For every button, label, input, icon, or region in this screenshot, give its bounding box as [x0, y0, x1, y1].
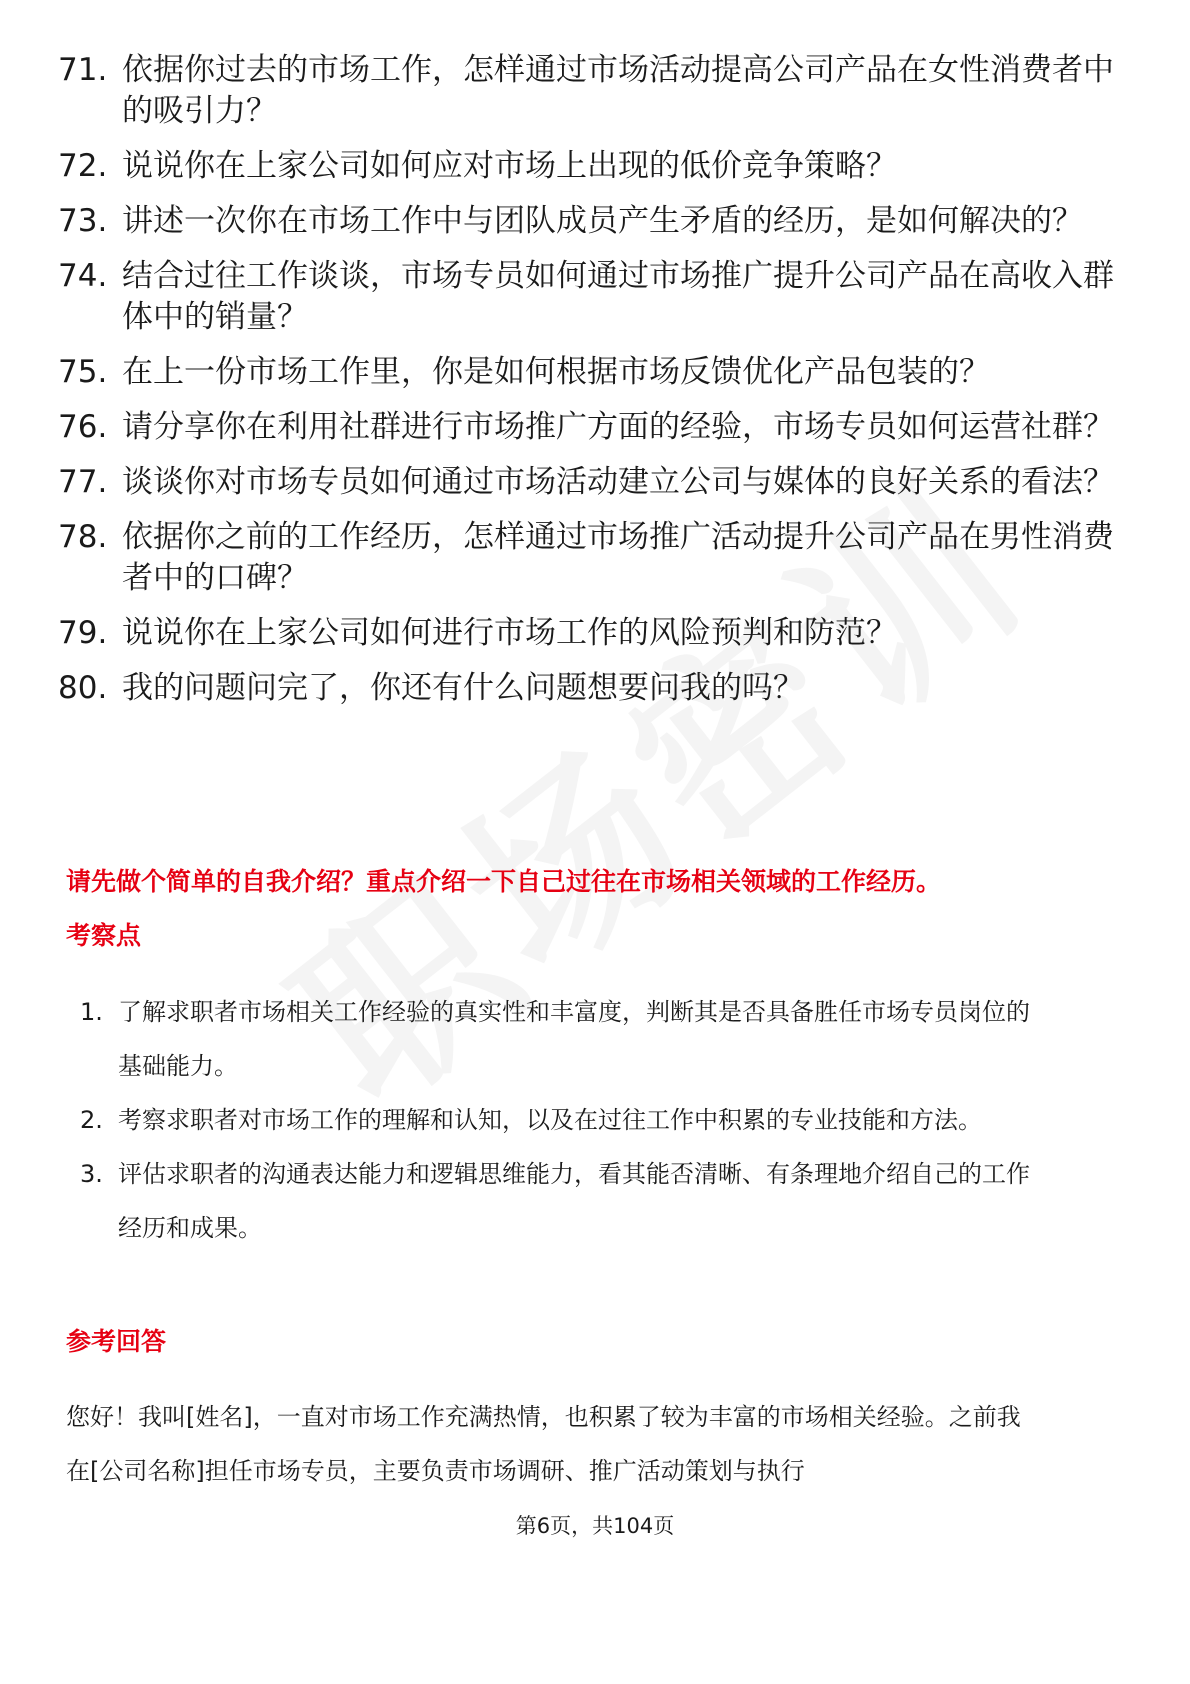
question-text: 说说你在上家公司如何进行市场工作的风险预判和防范？	[122, 615, 897, 651]
question-number: 72.	[58, 148, 108, 184]
assessment-title: 考察点	[66, 921, 142, 950]
question-text: 讲述一次你在市场工作中与团队成员产生矛盾的经历，是如何解决的？	[122, 203, 1083, 239]
question-number: 78.	[58, 519, 108, 555]
point-text: 考察求职者对市场工作的理解和认知，以及在过往工作中积累的专业技能和方法。	[118, 1106, 982, 1134]
question-list	[58, 50, 1138, 723]
point-number: 1.	[80, 998, 103, 1026]
list-item	[58, 517, 1138, 599]
question-number: 74.	[58, 258, 108, 294]
question-text: 结合过往工作谈谈，市场专员如何通过市场推广提升公司产品在高收入群体中的销量？	[122, 258, 1114, 335]
list-item	[58, 462, 1138, 503]
question-text: 谈谈你对市场专员如何通过市场活动建立公司与媒体的良好关系的看法？	[122, 464, 1114, 500]
list-item	[80, 1147, 1040, 1255]
point-number: 2.	[80, 1106, 103, 1134]
question-number: 73.	[58, 203, 108, 239]
list-item	[58, 613, 1138, 654]
main-question-heading: 请先做个简单的自我介绍？重点介绍一下自己过往在市场相关领域的工作经历。	[66, 867, 942, 896]
question-text: 我的问题问完了，你还有什么问题想要问我的吗？	[122, 670, 804, 706]
list-item	[58, 146, 1138, 187]
question-text: 请分享你在利用社群进行市场推广方面的经验，市场专员如何运营社群？	[122, 409, 1114, 445]
list-item	[58, 201, 1138, 242]
question-number: 79.	[58, 615, 108, 651]
question-number: 77.	[58, 464, 108, 500]
question-number: 80.	[58, 670, 108, 706]
question-text: 依据你之前的工作经历，怎样通过市场推广活动提升公司产品在男性消费者中的口碑？	[122, 519, 1114, 596]
point-text: 了解求职者市场相关工作经验的真实性和丰富度，判断其是否具备胜任市场专员岗位的基础能力。	[118, 998, 1030, 1080]
list-item	[80, 985, 1040, 1093]
point-text: 评估求职者的沟通表达能力和逻辑思维能力，看其能否清晰、有条理地介绍自己的工作经历和成果。	[118, 1160, 1030, 1242]
list-item	[80, 1093, 1040, 1147]
list-item	[58, 256, 1138, 338]
list-item	[58, 50, 1138, 132]
point-number: 3.	[80, 1160, 103, 1188]
list-item	[58, 352, 1138, 393]
question-text: 在上一份市场工作里，你是如何根据市场反馈优化产品包装的？	[122, 354, 990, 390]
question-text: 依据你过去的市场工作，怎样通过市场活动提高公司产品在女性消费者中的吸引力？	[122, 52, 1114, 129]
list-item	[58, 668, 1138, 709]
page-footer: 第6页，共104页	[515, 1514, 675, 1538]
question-number: 71.	[58, 52, 108, 88]
reference-answer: 您好！我叫[姓名]，一直对市场工作充满热情，也积累了较为丰富的市场相关经验。之前我在[公司名称]担任市场专员，主要负责市场调研、推广活动策划与执行	[66, 1403, 1021, 1485]
assessment-list	[80, 985, 1040, 1255]
question-text: 说说你在上家公司如何应对市场上出现的低价竞争策略？	[122, 148, 897, 184]
question-number: 76.	[58, 409, 108, 445]
list-item	[58, 407, 1138, 448]
question-number: 75.	[58, 354, 108, 390]
reference-title: 参考回答	[66, 1327, 167, 1356]
